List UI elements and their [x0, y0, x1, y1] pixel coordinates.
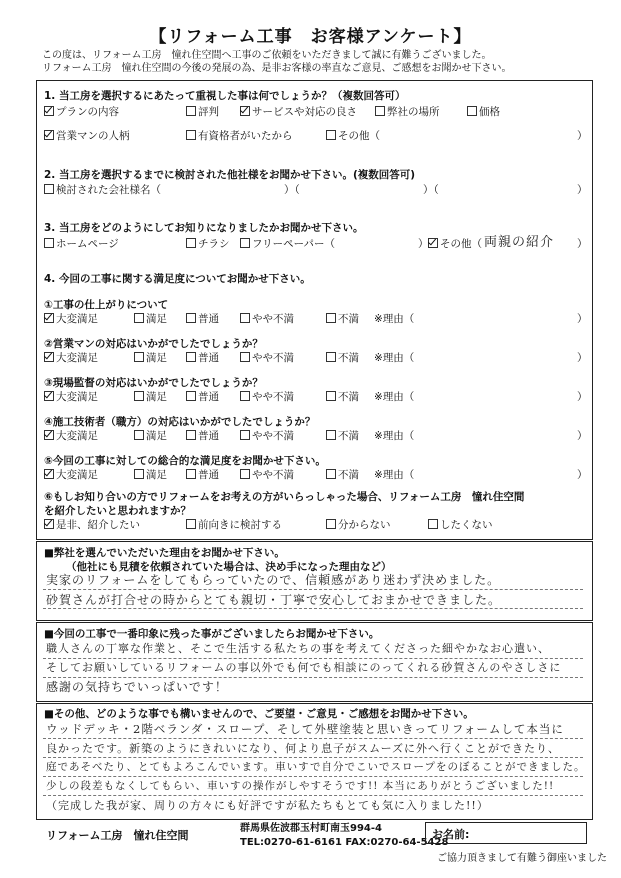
q1-option-plan[interactable] — [44, 104, 119, 119]
company-name: リフォーム工房 憧れ住空間 — [46, 829, 189, 842]
option-label: 大変満足 — [56, 469, 98, 481]
q6-option-unsure[interactable] — [326, 517, 391, 532]
checkbox[interactable] — [240, 352, 250, 362]
checkbox-checked[interactable] — [44, 352, 54, 362]
checkbox[interactable] — [240, 238, 250, 248]
q3-option-other[interactable] — [428, 236, 482, 251]
option-label: ※理由（ — [374, 313, 415, 325]
q4-scale-option[interactable] — [326, 350, 359, 365]
impression-answer-line: 職人さんの丁寧な作業と、そこで生活する私たちの事を考えてくださった細やかなお心遣い、 — [46, 642, 550, 655]
checkbox[interactable] — [134, 313, 144, 323]
close-paren: ） — [577, 430, 588, 442]
option-label: 大変満足 — [56, 430, 98, 442]
q4-item-label: ③現場監督の対応はいかがでしたでしょうか？ — [44, 377, 263, 389]
comments-answer-line: 庭であそべたり、とてもよろこんでいます。車いすで自分でこいでスロープをのぼることができました。 — [46, 761, 586, 773]
q4-scale-option[interactable] — [374, 350, 414, 365]
comments-heading: ■その他、どのような事でも構いませんので、ご要望・ご意見・ご感想をお聞かせ下さい。 — [44, 708, 474, 720]
reason-answer-line: 実家のリフォームをしてもらっていたので、信頼感があり迷わず決めました。 — [46, 573, 501, 587]
checkbox[interactable] — [326, 313, 336, 323]
reason-answer-line: 砂賀さんが打合せの時からとても親切・丁寧で安心しておまかせできました。 — [46, 593, 502, 607]
q4-scale-option[interactable] — [326, 467, 359, 482]
option-label: やや不満 — [252, 352, 294, 364]
divider — [43, 738, 583, 739]
checkbox-checked[interactable] — [44, 519, 54, 529]
option-label: 有資格者がいたから — [198, 130, 293, 142]
option-label: 営業マンの人柄 — [56, 130, 130, 142]
option-label: ※理由（ — [374, 391, 415, 403]
option-label: 分からない — [338, 519, 391, 531]
comments-answer-line: ウッドデッキ・2階ベランダ・スロープ、そして外壁塗装と思いきってリフォームして本当に — [46, 722, 564, 736]
company-address: 群馬県佐波郡玉村町南玉994-4 — [240, 823, 382, 834]
checkbox[interactable] — [186, 391, 196, 401]
option-label: ※理由（ — [374, 469, 415, 481]
divider — [43, 589, 583, 590]
q1-option-location[interactable] — [375, 104, 440, 119]
divider — [43, 757, 583, 758]
q6-option-consider[interactable] — [186, 517, 282, 532]
close-paren: ） — [577, 184, 588, 196]
checkbox[interactable] — [240, 313, 250, 323]
divider — [43, 776, 583, 777]
close-paren: ） — [577, 469, 588, 481]
q1-option-price[interactable] — [467, 104, 500, 119]
q4-scale-option[interactable] — [374, 428, 414, 443]
option-label: 不満 — [338, 313, 359, 325]
q4-scale-option[interactable] — [186, 311, 219, 326]
q4-scale-option[interactable] — [374, 467, 414, 482]
q4-scale-option[interactable] — [44, 389, 98, 404]
checkbox-checked[interactable] — [44, 106, 54, 116]
checkbox[interactable] — [186, 313, 196, 323]
checkbox-checked[interactable] — [428, 238, 438, 248]
q4-scale-option[interactable] — [240, 389, 294, 404]
q3-option-flyer[interactable] — [186, 236, 230, 251]
impression-answer-line: そしてお願いしているリフォームの事以外でも何でも相談にのってくれる砂賀さんのやさしさに — [46, 661, 562, 674]
impression-answer-line: 感謝の気持ちでいっぱいです！ — [46, 680, 228, 694]
q3-option-freepaper[interactable] — [240, 236, 335, 251]
option-label: サービスや対応の良さ — [252, 106, 357, 118]
option-label: 検討された会社様名（ — [56, 184, 161, 196]
option-label: 是非、紹介したい — [56, 519, 140, 531]
checkbox-checked[interactable] — [44, 313, 54, 323]
checkbox[interactable] — [186, 130, 196, 140]
close-paren: ） — [577, 238, 588, 250]
q4-scale-option[interactable] — [374, 389, 414, 404]
q1-heading: 1. 当工房を選択するにあたって重視した事は何でしょうか？（複数回答可） — [44, 90, 406, 102]
checkbox[interactable] — [240, 391, 250, 401]
q4-scale-option[interactable] — [326, 389, 359, 404]
q4-scale-option[interactable] — [186, 389, 219, 404]
option-label: やや不満 — [252, 313, 294, 325]
option-label: やや不満 — [252, 391, 294, 403]
checkbox[interactable] — [44, 238, 54, 248]
checkbox-checked[interactable] — [44, 430, 54, 440]
q4-scale-option[interactable] — [44, 428, 98, 443]
intro-line: リフォーム工房 憧れ住空間の今後の発展の為、是非お客様の率直なご意見、ご感想をお聞かせ下さい。 — [42, 63, 512, 74]
option-label: 大変満足 — [56, 313, 98, 325]
intro-line: この度は、リフォーム工房 憧れ住空間へ工事のご依頼をいただきまして誠に有難うございました。 — [42, 50, 492, 61]
q4-scale-option[interactable] — [134, 428, 167, 443]
option-label: ※理由（ — [374, 352, 415, 364]
q2-option-companies[interactable] — [44, 182, 161, 197]
option-label: 前向きに検討する — [198, 519, 282, 531]
q1-option-reputation[interactable] — [186, 104, 219, 119]
q4-scale-option[interactable] — [134, 467, 167, 482]
q4-scale-option[interactable] — [326, 311, 359, 326]
close-paren: ） — [577, 130, 588, 142]
q2-heading: 2. 当工房を選択するまでに検討された他社様をお聞かせ下さい。(複数回答可) — [44, 169, 416, 181]
checkbox[interactable] — [326, 391, 336, 401]
paren-pair: ）（ — [423, 184, 439, 196]
option-label: 満足 — [146, 352, 167, 364]
option-label: 普通 — [198, 430, 219, 442]
q4-scale-option[interactable] — [240, 311, 294, 326]
checkbox[interactable] — [134, 391, 144, 401]
option-label: 満足 — [146, 313, 167, 325]
checkbox[interactable] — [186, 352, 196, 362]
q4-scale-option[interactable] — [374, 311, 414, 326]
impression-heading: ■今回の工事で一番印象に残った事がございましたらお聞かせ下さい。 — [44, 628, 380, 640]
option-label: 満足 — [146, 391, 167, 403]
q4-item-label: ②営業マンの対応はいかがでしたでしょうか？ — [44, 338, 263, 350]
comments-answer-line: 少しの段差もなくしてもらい、車いすの操作がしやすそうです!! 本当にありがとうございました!! — [46, 780, 555, 792]
checkbox[interactable] — [428, 519, 438, 529]
checkbox[interactable] — [186, 238, 196, 248]
q4-scale-option[interactable] — [44, 350, 98, 365]
q4-scale-option[interactable] — [240, 428, 294, 443]
checkbox[interactable] — [467, 106, 477, 116]
checkbox[interactable] — [240, 430, 250, 440]
q4-item-label: ⑤今回の工事に対しての総合的な満足度をお聞かせ下さい。 — [44, 455, 326, 467]
option-label: プランの内容 — [56, 106, 119, 118]
q4-scale-option[interactable] — [186, 428, 219, 443]
close-paren: ） — [577, 313, 588, 325]
checkbox[interactable] — [186, 106, 196, 116]
q1-option-salesman[interactable] — [44, 128, 130, 143]
q4-scale-option[interactable] — [240, 467, 294, 482]
intro-text — [42, 49, 512, 75]
q4-scale-option[interactable] — [134, 389, 167, 404]
option-label: 弊社の場所 — [387, 106, 440, 118]
checkbox[interactable] — [326, 430, 336, 440]
checkbox[interactable] — [44, 184, 54, 194]
checkbox[interactable] — [326, 469, 336, 479]
checkbox[interactable] — [326, 352, 336, 362]
close-paren: ） — [577, 352, 588, 364]
company-phone: TEL:0270-61-6161 FAX:0270-64-5428 — [240, 837, 449, 848]
q4-scale-option[interactable] — [186, 467, 219, 482]
checkbox[interactable] — [186, 519, 196, 529]
q1-option-qualified[interactable] — [186, 128, 293, 143]
q6-heading-2: を紹介したいと思われますか？ — [44, 505, 191, 517]
name-field[interactable] — [425, 822, 587, 844]
q4-heading: 4. 今回の工事に関する満足度についてお聞かせ下さい。 — [44, 273, 311, 285]
option-label: 満足 — [146, 430, 167, 442]
checkbox[interactable] — [240, 469, 250, 479]
checkbox[interactable] — [134, 469, 144, 479]
option-label: 価格 — [479, 106, 500, 118]
checkbox-checked[interactable] — [44, 130, 54, 140]
option-label: したくない — [440, 519, 493, 531]
q1-option-service[interactable] — [240, 104, 357, 119]
checkbox[interactable] — [186, 469, 196, 479]
option-label: 普通 — [198, 391, 219, 403]
q4-item-label: ①工事の仕上がりについて — [44, 299, 169, 311]
q4-scale-option[interactable] — [134, 311, 167, 326]
checkbox[interactable] — [134, 430, 144, 440]
option-label: 大変満足 — [56, 352, 98, 364]
thanks-text: ご協力頂きまして有難う御座いました — [437, 853, 607, 864]
option-label: フリーペーパー（ — [252, 238, 336, 250]
checkbox-checked[interactable] — [44, 391, 54, 401]
q1-option-other[interactable] — [326, 128, 380, 143]
q3-other-answer: 両親の紹介 — [484, 235, 555, 250]
checkbox[interactable] — [375, 106, 385, 116]
option-label: 普通 — [198, 313, 219, 325]
option-label: 不満 — [338, 391, 359, 403]
q4-scale-option[interactable] — [44, 467, 98, 482]
option-label: ※理由（ — [374, 430, 415, 442]
q6-option-no[interactable] — [428, 517, 493, 532]
paren-pair: ）（ — [284, 184, 300, 196]
option-label: 普通 — [198, 352, 219, 364]
close-paren: ） — [577, 391, 588, 403]
option-label: チラシ — [198, 238, 230, 250]
close-paren: ） — [418, 238, 429, 250]
option-label: 満足 — [146, 469, 167, 481]
checkbox[interactable] — [326, 519, 336, 529]
option-label: その他（ — [338, 130, 380, 142]
checkbox-checked[interactable] — [240, 106, 250, 116]
option-label: 不満 — [338, 430, 359, 442]
q4-scale-option[interactable] — [326, 428, 359, 443]
option-label: 不満 — [338, 469, 359, 481]
q4-scale-option[interactable] — [134, 350, 167, 365]
comments-answer-line: 良かったです。新築のようにきれいになり、何より息子がスムーズに外へ行くことができたり、 — [46, 742, 561, 755]
q3-option-homepage[interactable] — [44, 236, 119, 251]
option-label: 評判 — [198, 106, 219, 118]
checkbox-checked[interactable] — [44, 469, 54, 479]
option-label: 不満 — [338, 352, 359, 364]
q4-scale-option[interactable] — [44, 311, 98, 326]
divider — [43, 795, 583, 796]
q3-heading: 3. 当工房をどのようにしてお知りになりましたかお聞かせ下さい。 — [44, 222, 364, 234]
reason-heading: ■弊社を選んでいただいた理由をお聞かせ下さい。 — [44, 547, 285, 559]
option-label: 普通 — [198, 469, 219, 481]
divider — [43, 608, 583, 609]
q4-scale-option[interactable] — [186, 350, 219, 365]
q4-item-label: ④施工技術者（職方）の対応はいかがでしたでしょうか？ — [44, 416, 316, 428]
q6-option-recommend[interactable] — [44, 517, 140, 532]
checkbox[interactable] — [186, 430, 196, 440]
option-label: ホームページ — [56, 238, 119, 250]
reason-subheading: （他社にも見積を依頼されていた場合は、決め手になった理由など） — [66, 561, 392, 573]
option-label: 大変満足 — [56, 391, 98, 403]
checkbox[interactable] — [326, 130, 336, 140]
q6-heading: ⑥もしお知り合いの方でリフォームをお考えの方がいらっしゃった場合、リフォーム工房 憧れ住空間 — [44, 491, 525, 503]
name-label: お名前: — [432, 828, 470, 841]
page-title: 【リフォーム工事 お客様アンケート】 — [149, 27, 472, 47]
comments-answer-line: （完成した我が家、周りの方々にも好評ですが私たちもとても気に入りました!!） — [46, 799, 489, 812]
q4-scale-option[interactable] — [240, 350, 294, 365]
option-label: やや不満 — [252, 430, 294, 442]
option-label: やや不満 — [252, 469, 294, 481]
checkbox[interactable] — [134, 352, 144, 362]
option-label: その他（ — [440, 238, 482, 250]
